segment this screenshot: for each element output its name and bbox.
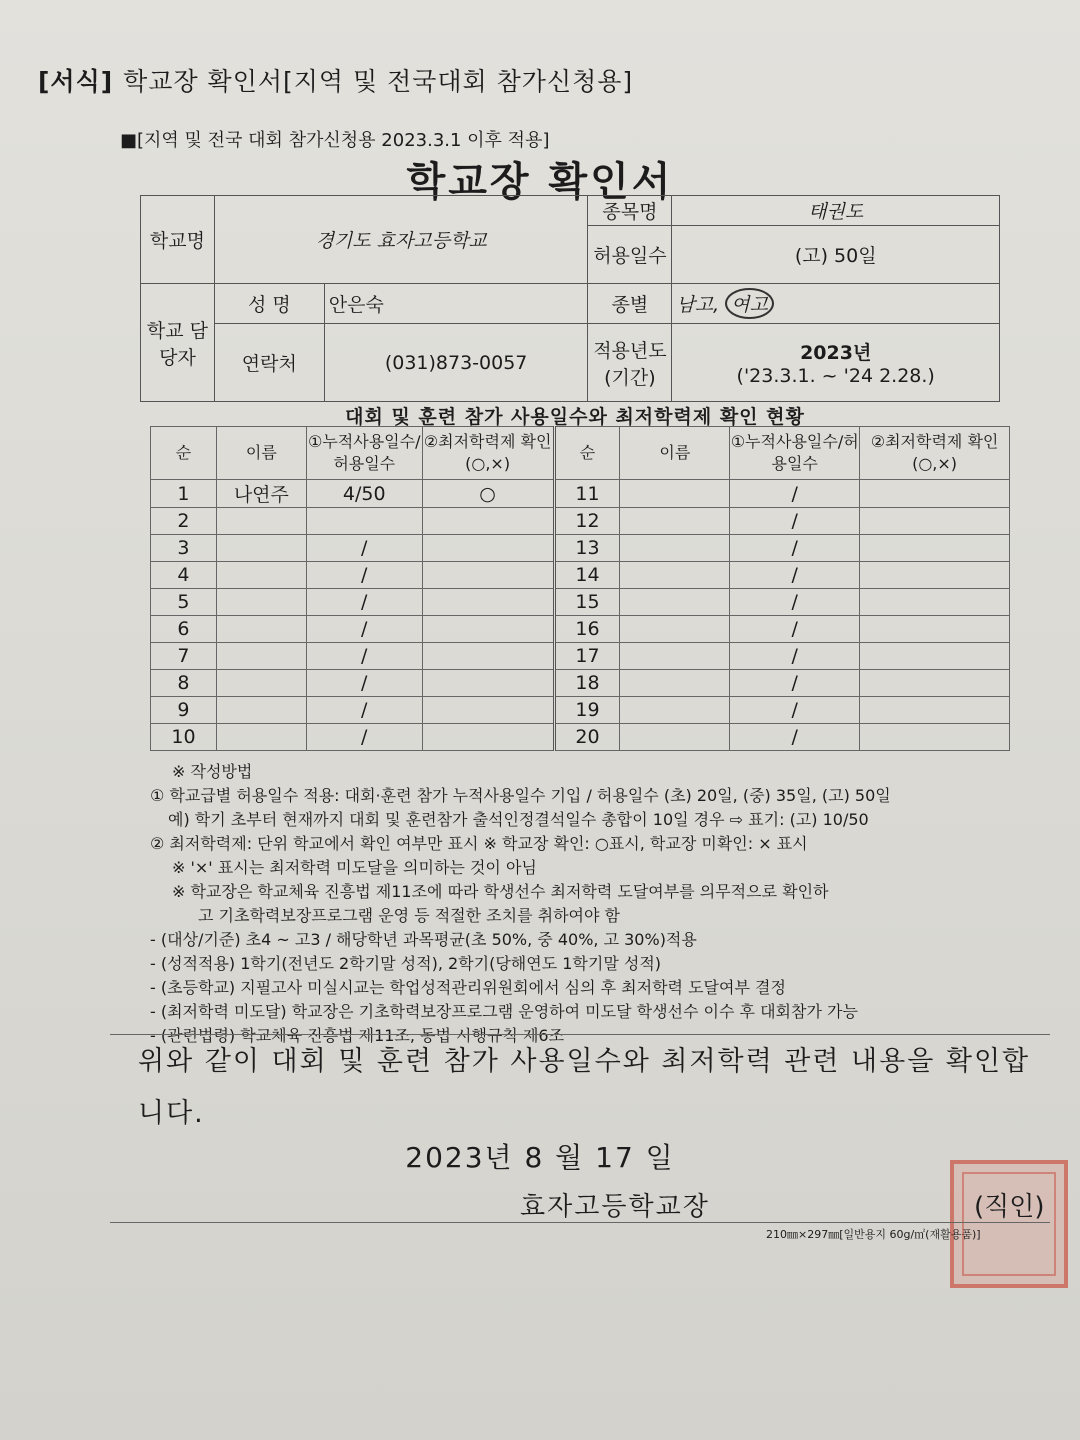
days-value: (고) 50일 <box>672 226 1000 284</box>
cell-no: 9 <box>151 697 217 724</box>
cell-days: / <box>306 589 422 616</box>
header-no: 순 <box>151 427 217 480</box>
issue-date: 2023년 8 월 17 일 <box>405 1141 675 1174</box>
form-label <box>38 62 633 98</box>
table-row <box>151 480 1010 508</box>
note-line: - (대상/기준) 초4 ~ 고3 / 해당학년 과목평균(초 50%, 중 40%, 고 30%)적용 <box>150 930 697 949</box>
cell-check <box>422 724 554 751</box>
cell-name <box>216 616 306 643</box>
note-line: ※ 학교장은 학교체육 진흥법 제11조에 따라 학생선수 최저학력 도달여부를 의무적으로 확인하 <box>172 882 829 901</box>
school-value: 경기도 효자고등학교 <box>214 196 588 284</box>
form-tag: [서식] <box>38 67 114 96</box>
cell-no: 10 <box>151 724 217 751</box>
header-no: 순 <box>554 427 620 480</box>
note-line: - (최저학력 미도달) 학교장은 기초학력보장프로그램 운영하여 미도달 학생선수 이수 후 대회참가 가능 <box>150 1002 858 1021</box>
cell-check <box>860 697 1010 724</box>
year-value: 2023년 <box>800 342 872 364</box>
event-label: 종목명 <box>588 196 672 226</box>
table-row <box>151 643 1010 670</box>
cell-check <box>860 724 1010 751</box>
note-line: - (관련법령) 학교체육 진흥법 제11조, 동법 시행규칙 제6조 <box>150 1026 565 1045</box>
cell-name <box>620 643 730 670</box>
cell-no: 2 <box>151 508 217 535</box>
cell-check <box>422 670 554 697</box>
cell-name <box>620 589 730 616</box>
cell-name <box>620 724 730 751</box>
cell-days: / <box>730 670 860 697</box>
table-row <box>151 616 1010 643</box>
cell-name <box>216 724 306 751</box>
cell-check <box>422 589 554 616</box>
cell-days: / <box>306 724 422 751</box>
table-row <box>151 589 1010 616</box>
cell-name <box>620 697 730 724</box>
name-value: 안은숙 <box>324 284 588 324</box>
cell-check: ○ <box>422 480 554 508</box>
contact-label: 연락처 <box>214 324 324 402</box>
cell-days: / <box>730 508 860 535</box>
days-label: 허용일수 <box>588 226 672 284</box>
cell-days: / <box>730 562 860 589</box>
cell-days: / <box>730 480 860 508</box>
sub-label: ■[지역 및 전국 대회 참가신청용 2023.3.1 이후 적용] <box>120 130 550 151</box>
manager-label: 학교 담당자 <box>141 284 215 402</box>
event-value: 태권도 <box>672 196 1000 226</box>
seal-label: (직인) <box>974 1192 1045 1222</box>
footer-divider <box>110 1222 1050 1223</box>
status-header-row <box>151 427 1010 480</box>
cell-check <box>422 643 554 670</box>
cell-name <box>620 480 730 508</box>
cell-days: / <box>306 697 422 724</box>
cell-no: 11 <box>554 480 620 508</box>
name-label: 성 명 <box>214 284 324 324</box>
cell-no: 3 <box>151 535 217 562</box>
note-line: 고 기초학력보장프로그램 운영 등 적절한 조치를 취하여야 함 <box>198 906 621 925</box>
cell-check <box>422 616 554 643</box>
cell-no: 5 <box>151 589 217 616</box>
note-line: ② 최저학력제: 단위 학교에서 확인 여부만 표시 ※ 학교장 확인: ○표시, 학교장 미확인: × 표시 <box>150 834 808 853</box>
cell-no: 12 <box>554 508 620 535</box>
period-value: ('23.3.1. ~ '24 2.28.) <box>736 365 935 387</box>
cell-days: / <box>730 643 860 670</box>
cell-no: 19 <box>554 697 620 724</box>
cell-days: / <box>730 589 860 616</box>
cell-name <box>216 697 306 724</box>
cell-name <box>216 535 306 562</box>
type-boys: 남고, <box>676 294 720 316</box>
status-table <box>150 426 1010 751</box>
table-row <box>151 535 1010 562</box>
cell-name <box>620 616 730 643</box>
cell-no: 16 <box>554 616 620 643</box>
table-row <box>151 508 1010 535</box>
cell-days: / <box>730 616 860 643</box>
cell-days: / <box>306 535 422 562</box>
confirmation-text: 위와 같이 대회 및 훈련 참가 사용일수와 최저학력 관련 내용을 확인합니다. <box>138 1046 1031 1129</box>
cell-no: 8 <box>151 670 217 697</box>
note-line: ① 학교급별 허용일수 적용: 대회·훈련 참가 누적사용일수 기입 / 허용일수 (초) 20일, (중) 35일, (고) 50일 <box>150 786 891 805</box>
cell-no: 1 <box>151 480 217 508</box>
cell-name <box>620 535 730 562</box>
cell-check <box>860 535 1010 562</box>
table-row <box>151 724 1010 751</box>
cell-check <box>860 480 1010 508</box>
cell-check <box>860 643 1010 670</box>
cell-name <box>216 670 306 697</box>
cell-check <box>422 697 554 724</box>
note-line: - (초등학교) 지필고사 미실시교는 학업성적관리위원회에서 심의 후 최저학력 도달여부 결정 <box>150 978 786 997</box>
info-table <box>140 195 1000 402</box>
table-row <box>151 697 1010 724</box>
cell-days: / <box>730 535 860 562</box>
cell-days: / <box>306 643 422 670</box>
cell-check <box>422 562 554 589</box>
cell-check <box>422 535 554 562</box>
header-check: ②최저학력제 확인(○,×) <box>860 427 1010 480</box>
cell-name <box>620 562 730 589</box>
cell-no: 14 <box>554 562 620 589</box>
type-label: 종별 <box>588 284 672 324</box>
cell-check <box>860 616 1010 643</box>
cell-name <box>216 508 306 535</box>
notes <box>150 760 1030 1048</box>
cell-no: 6 <box>151 616 217 643</box>
contact-value: (031)873-0057 <box>324 324 588 402</box>
cell-name <box>216 589 306 616</box>
cell-no: 17 <box>554 643 620 670</box>
year-label: 적용년도 (기간) <box>588 324 672 402</box>
table-row <box>151 670 1010 697</box>
cell-name <box>216 562 306 589</box>
cell-days: / <box>730 697 860 724</box>
status-title: 대회 및 훈련 참가 사용일수와 최저학력제 확인 현황 <box>345 406 805 428</box>
cell-days: / <box>306 616 422 643</box>
type-girls-circled: 여고 <box>725 288 774 319</box>
note-line: - (성적적용) 1학기(전년도 2학기말 성적), 2학기(당해연도 1학기말 성적) <box>150 954 662 973</box>
official-seal-stamp <box>950 1160 1068 1288</box>
cell-check <box>860 589 1010 616</box>
cell-no: 20 <box>554 724 620 751</box>
cell-no: 15 <box>554 589 620 616</box>
cell-name <box>216 643 306 670</box>
cell-no: 13 <box>554 535 620 562</box>
cell-name <box>620 670 730 697</box>
cell-name: 나연주 <box>216 480 306 508</box>
year-period <box>672 324 1000 402</box>
type-value <box>672 284 1000 324</box>
cell-days: / <box>306 670 422 697</box>
school-label: 학교명 <box>141 196 215 284</box>
header-name: 이름 <box>216 427 306 480</box>
cell-days: / <box>730 724 860 751</box>
status-body <box>151 480 1010 751</box>
cell-check <box>860 508 1010 535</box>
header-days: ①누적사용일수/허용일수 <box>306 427 422 480</box>
cell-check <box>860 562 1010 589</box>
cell-no: 4 <box>151 562 217 589</box>
note-line: ※ 작성방법 <box>172 762 253 781</box>
header-name: 이름 <box>620 427 730 480</box>
page-title: 학교장 확인서 <box>406 159 674 205</box>
cell-check <box>860 670 1010 697</box>
form-title: 학교장 확인서[지역 및 전국대회 참가신청용] <box>123 67 634 96</box>
table-row <box>151 562 1010 589</box>
note-line: 예) 학기 초부터 현재까지 대회 및 훈련참가 출석인정결석일수 총합이 10일 경우 ⇨ 표기: (고) 10/50 <box>168 810 869 829</box>
cell-days: / <box>306 562 422 589</box>
header-check: ②최저학력제 확인(○,×) <box>422 427 554 480</box>
note-line: ※ '×' 표시는 최저학력 미도달을 의미하는 것이 아님 <box>172 858 537 877</box>
cell-check <box>422 508 554 535</box>
paper-spec: 210㎜×297㎜[일반용지 60g/㎡(재활용품)] <box>766 1228 981 1241</box>
divider <box>110 1034 1050 1035</box>
cell-no: 7 <box>151 643 217 670</box>
header-days: ①누적사용일수/허용일수 <box>730 427 860 480</box>
cell-no: 18 <box>554 670 620 697</box>
cell-name <box>620 508 730 535</box>
cell-days <box>306 508 422 535</box>
cell-days: 4/50 <box>306 480 422 508</box>
principal-name: 효자고등학교장 <box>520 1192 710 1222</box>
